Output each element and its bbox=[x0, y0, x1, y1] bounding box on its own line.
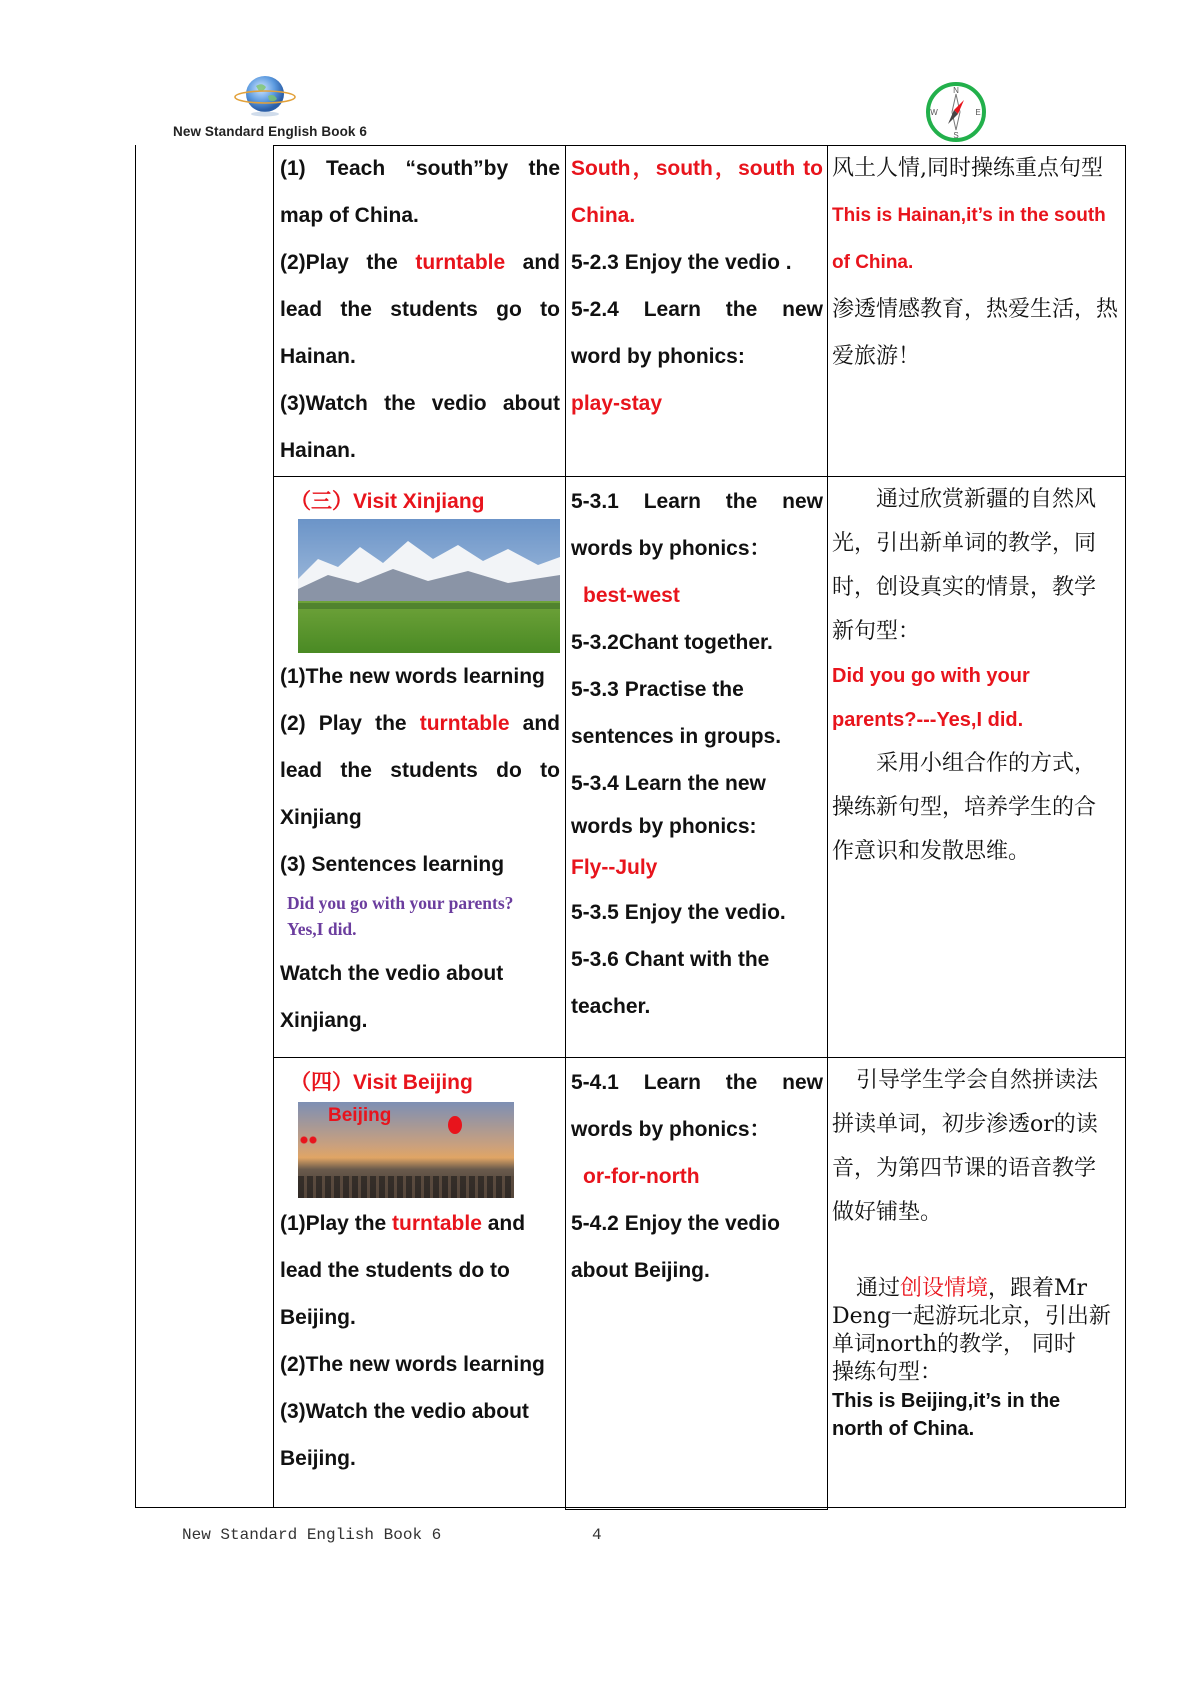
text-line: (2)Play the turntable and bbox=[280, 251, 560, 274]
text-line: (2) Play the turntable and bbox=[280, 712, 560, 735]
footer-title: New Standard English Book 6 bbox=[182, 1526, 442, 1544]
header-title: New Standard English Book 6 bbox=[173, 124, 367, 139]
xinjiang-landscape-image bbox=[298, 519, 560, 653]
row3-activity-cell bbox=[280, 1059, 560, 1482]
text-line: parents?---Yes,I did. bbox=[832, 709, 1024, 731]
text-line: 5-3.3 Practise the bbox=[571, 678, 744, 701]
text-line: 风土人情,同时操练重点句型 bbox=[832, 156, 1103, 181]
text-line: lead the students do to bbox=[280, 759, 560, 782]
text-line: 通过创设情境，跟着Mr bbox=[856, 1276, 1088, 1301]
text-line: 5-3.5 Enjoy the vedio. bbox=[571, 901, 786, 924]
text-line: words by phonics： bbox=[571, 1118, 771, 1141]
text-line: 做好铺垫。 bbox=[832, 1200, 943, 1225]
text-line: 引导学生学会自然拼读法 bbox=[856, 1068, 1099, 1093]
text-line: 音，为第四节课的语音教学 bbox=[832, 1156, 1097, 1181]
text-line: (1) Teach “south”by the bbox=[280, 157, 560, 180]
text-line: 5-2.4 Learn the new bbox=[571, 298, 823, 321]
text-line: north of China. bbox=[832, 1418, 975, 1440]
text-line: 拼读单词，初步渗透or的读 bbox=[832, 1112, 1098, 1137]
svg-text:S: S bbox=[953, 131, 959, 140]
text-line: map of China. bbox=[280, 204, 419, 227]
text-line: 采用小组合作的方式， bbox=[876, 751, 1097, 776]
page-number: 4 bbox=[592, 1526, 602, 1544]
text-line: Fly--July bbox=[571, 856, 658, 879]
section-heading: （四）Visit Beijing bbox=[290, 1071, 473, 1094]
text-line: teacher. bbox=[571, 995, 651, 1018]
text-line: 时，创设真实的情景，教学 bbox=[832, 575, 1097, 600]
text-line: 单词north的教学， 同时 bbox=[832, 1332, 1076, 1357]
text-line: about Beijing. bbox=[571, 1259, 710, 1282]
text-line: This is Beijing,it’s in the bbox=[832, 1390, 1061, 1412]
text-line: 光，引出新单词的教学，同 bbox=[832, 531, 1097, 556]
row2-steps-cell bbox=[571, 478, 823, 1030]
row1-steps-cell bbox=[571, 145, 823, 427]
section-heading: （三）Visit Xinjiang bbox=[290, 490, 485, 513]
text-line: sentences in groups. bbox=[571, 725, 782, 748]
row3-steps-cell bbox=[571, 1059, 823, 1294]
text-line: 5-3.2Chant together. bbox=[571, 631, 773, 654]
row2-purpose-cell bbox=[832, 478, 1122, 874]
svg-text:N: N bbox=[953, 86, 959, 95]
text-line: Beijing. bbox=[280, 1306, 356, 1329]
text-line: Xinjiang. bbox=[280, 1009, 368, 1032]
globe-logo-icon bbox=[234, 74, 296, 118]
text-line: 5-2.3 Enjoy the vedio . bbox=[571, 251, 792, 274]
text-line: 通过欣赏新疆的自然风 bbox=[876, 487, 1097, 512]
row2-activity-cell bbox=[280, 478, 560, 1044]
compass-icon bbox=[924, 80, 988, 144]
row3-purpose-cell bbox=[832, 1059, 1124, 1443]
text-line: 5-3.1 Learn the new bbox=[571, 490, 823, 513]
text-line: Hainan. bbox=[280, 439, 356, 462]
text-line: lead the students go to bbox=[280, 298, 560, 321]
text-line: Xinjiang bbox=[280, 806, 362, 829]
row1-purpose-cell bbox=[832, 145, 1122, 380]
text-line: Did you go with your bbox=[832, 665, 1030, 687]
text-line: 新句型： bbox=[832, 619, 921, 644]
text-line: best-west bbox=[583, 584, 680, 607]
text-line: lead the students do to bbox=[280, 1259, 510, 1282]
dialogue-answer: Yes,I did. bbox=[287, 919, 357, 939]
image-caption: Beijing bbox=[328, 1105, 392, 1126]
red-lantern-icon bbox=[448, 1116, 462, 1134]
text-line: words by phonics： bbox=[571, 537, 771, 560]
text-line: (1)Play the turntable and bbox=[280, 1212, 526, 1235]
text-line: 渗透情感教育，热爱生活，热 bbox=[832, 297, 1119, 322]
text-line: word by phonics: bbox=[571, 345, 745, 368]
beijing-skyline-image bbox=[298, 1102, 514, 1198]
svg-text:W: W bbox=[930, 108, 938, 117]
text-line: of China. bbox=[832, 252, 914, 273]
text-line: play-stay bbox=[571, 392, 663, 415]
dots-icon bbox=[300, 1136, 318, 1144]
text-line: South，south，south to bbox=[571, 157, 823, 180]
text-line: (3)Watch the vedio about bbox=[280, 1400, 529, 1423]
text-line: (3)Watch the vedio about bbox=[280, 392, 560, 415]
text-line: 5-3.6 Chant with the bbox=[571, 948, 770, 971]
text-line: This is Hainan,it’s in the south bbox=[832, 205, 1106, 226]
text-line: or-for-north bbox=[583, 1165, 700, 1188]
text-line: 操练新句型，培养学生的合 bbox=[832, 795, 1097, 820]
text-line: China. bbox=[571, 204, 636, 227]
text-line: 操练句型： bbox=[832, 1360, 943, 1385]
text-line: (1)The new words learning bbox=[280, 665, 545, 688]
text-line: 5-4.2 Enjoy the vedio bbox=[571, 1212, 780, 1235]
text-line: words by phonics: bbox=[571, 815, 757, 838]
text-line: 5-3.4 Learn the new bbox=[571, 772, 766, 795]
dialogue-question: Did you go with your parents? bbox=[287, 893, 514, 913]
text-line: (2)The new words learning bbox=[280, 1353, 545, 1376]
text-line: Watch the vedio about bbox=[280, 962, 504, 985]
text-line: 作意识和发散思维。 bbox=[832, 839, 1031, 864]
text-line: 5-4.1 Learn the new bbox=[571, 1071, 823, 1094]
text-line: Hainan. bbox=[280, 345, 356, 368]
lesson-table bbox=[135, 145, 1126, 1508]
svg-text:E: E bbox=[975, 108, 981, 117]
text-line: Beijing. bbox=[280, 1447, 356, 1470]
row1-activity-cell bbox=[280, 145, 560, 474]
text-line: Deng一起游玩北京，引出新 bbox=[832, 1304, 1111, 1329]
text-line: (3) Sentences learning bbox=[280, 853, 505, 876]
text-line: 爱旅游！ bbox=[832, 344, 921, 369]
